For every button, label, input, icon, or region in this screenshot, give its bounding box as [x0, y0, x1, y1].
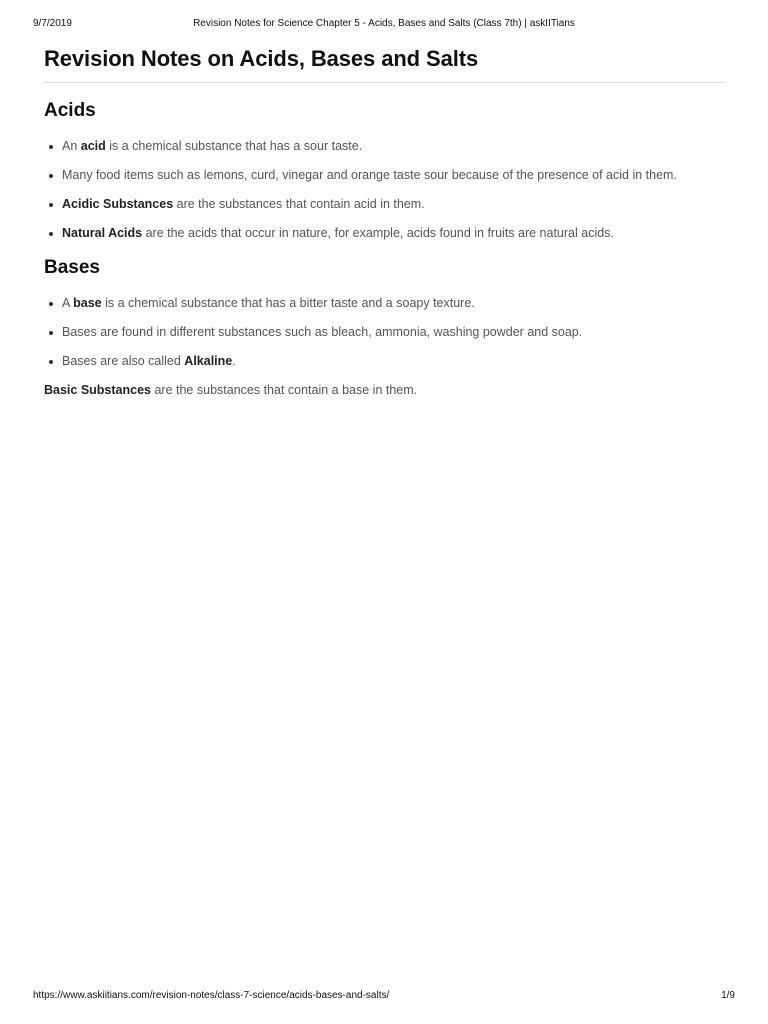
bases-heading: Bases	[44, 257, 100, 278]
list-item: Many food items such as lemons, curd, vinegar and orange taste sour because of the presence of acid in them.	[44, 167, 725, 183]
basic-substances-note: Basic Substances are the substances that contain a base in them.	[44, 383, 418, 397]
list-item: An acid is a chemical substance that has a sour taste.	[44, 138, 725, 154]
bullet-icon	[49, 331, 53, 335]
list-item: Natural Acids are the acids that occur in nature, for example, acids found in fruits are natural acids.	[44, 225, 725, 241]
print-date: 9/7/2019	[33, 18, 72, 29]
bullet-icon	[49, 360, 53, 364]
bullet-icon	[49, 174, 53, 178]
bullet-icon	[49, 232, 53, 236]
print-header	[33, 18, 735, 32]
bullet-icon	[49, 203, 53, 207]
print-footer	[33, 990, 735, 1004]
acids-list	[44, 138, 725, 241]
list-item: Acidic Substances are the substances that contain acid in them.	[44, 196, 725, 212]
article-content	[44, 46, 725, 398]
list-item: A base is a chemical substance that has a bitter taste and a soapy texture.	[44, 295, 725, 311]
print-page-title: Revision Notes for Science Chapter 5 - Acids, Bases and Salts (Class 7th) | askIITians	[193, 18, 575, 29]
page-url: https://www.askiitians.com/revision-notes/class-7-science/acids-bases-and-salts/	[33, 990, 390, 1001]
list-item: Bases are found in different substances such as bleach, ammonia, washing powder and soap.	[44, 324, 725, 340]
bases-list	[44, 295, 725, 369]
bullet-icon	[49, 145, 53, 149]
page-number: 1/9	[721, 990, 735, 1001]
bullet-icon	[49, 302, 53, 306]
list-item: Bases are also called Alkaline.	[44, 353, 725, 369]
page-title: Revision Notes on Acids, Bases and Salts	[44, 46, 725, 83]
acids-heading: Acids	[44, 100, 96, 121]
